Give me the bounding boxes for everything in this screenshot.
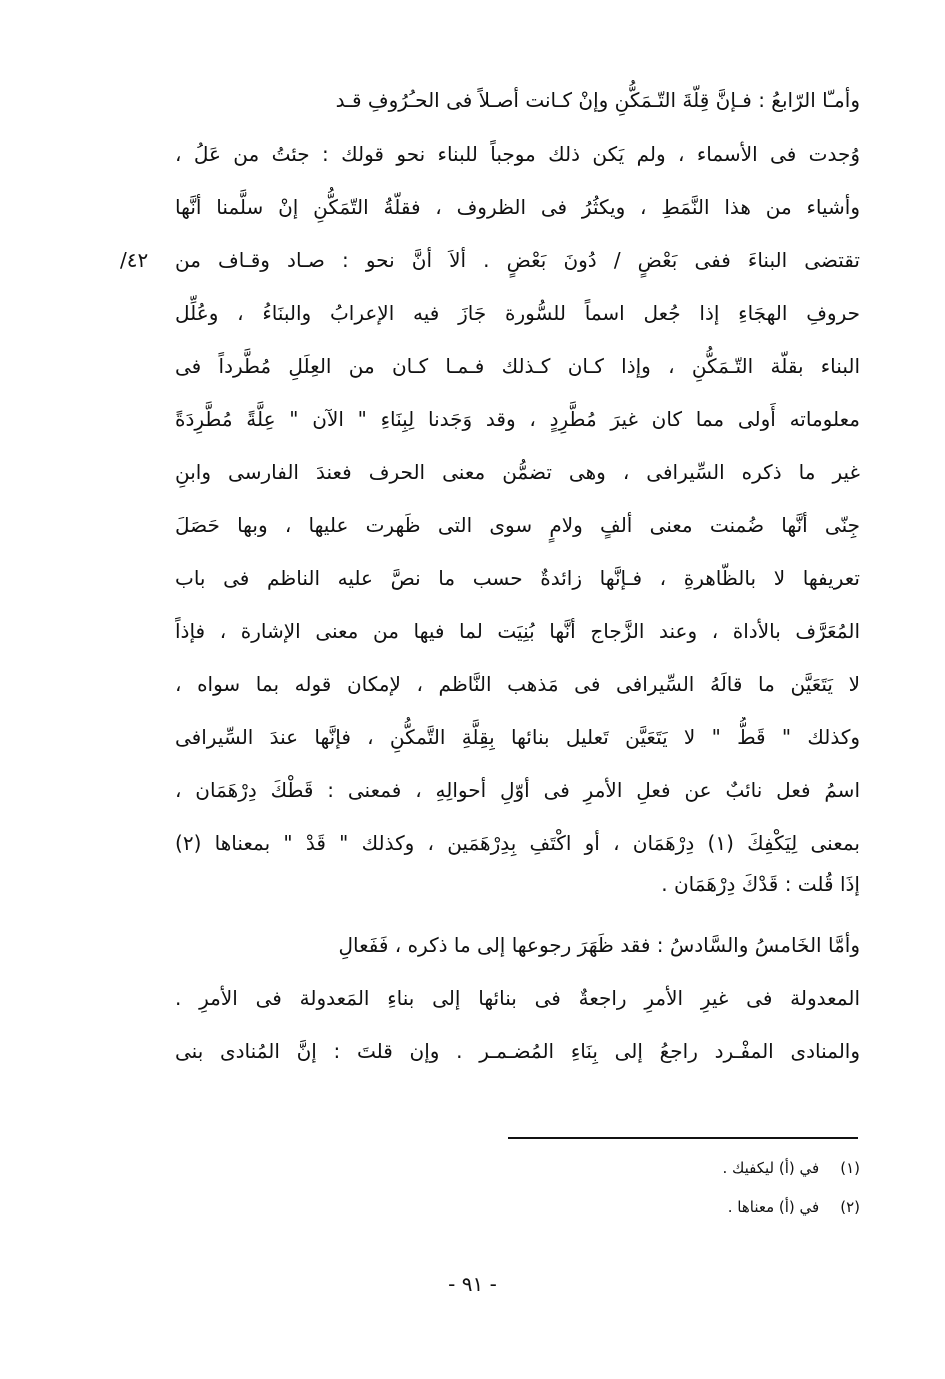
footnote-separator <box>508 1137 858 1139</box>
text-line: اسمُ فعل نائبٌ عن فعلِ الأمرِ فى أوّلِ أحوالِهِ ، فمعنى : قَطْكَ دِرْهَمَان ، <box>175 778 860 802</box>
text-line: المُعَرَّف بالأداة ، وعند الزَّجاج أنَّها بُنِيَت لما فيها من معنى الإشارة ، فإذاً <box>175 619 860 643</box>
text-line: المعدولة فى غيرِ الأمرِ راجعةٌ فى بنائها إلى بناءِ المَعدولة فى الأمرِ . <box>175 986 860 1010</box>
text-line: بمعنى لِيَكْفِكَ (١) دِرْهَمَان ، أو اكْتَفِ بِدِرْهَمَين ، وكذلك " قَدْ " بمعناها (٢) <box>175 831 860 855</box>
text-line: وُجدت فى الأسماء ، ولم يَكن ذلك موجباً للبناء نحو قولك : جئتُ من عَلُ ، <box>175 142 860 166</box>
page-number: - ٩١ - <box>448 1272 497 1296</box>
text-line: جِنّى أنَّها ضُمنت معنى ألفٍ ولامٍ سوى التى ظَهرت عليها ، وبها حَصَلَ <box>175 513 860 537</box>
text-line: حروفِ الهجَاءِ إذا جُعل اسماً للسُّورة جَازَ فيه الإعرابُ والبنَاءُ ، وعُلِّل <box>175 301 860 325</box>
text-line: وكذلك " قَطُّ " لا يَتَعَيَّن تَعليل بنائها بِقِلَّةِ التَّمكُّنِ ، فإنَّها عندَ السِّيرافى <box>175 725 860 749</box>
text-line: لا يَتَعَيَّن ما قالَهُ السِّيرافى فى مَذهب النَّاظم ، لإمكان قوله بما سواه ، <box>175 672 860 696</box>
text-line: غير ما ذكره السِّيرافى ، وهى تضمُّن معنى الحرف فعندَ الفارسى وابنِ <box>175 460 860 484</box>
footnote <box>450 1156 860 1180</box>
footnote-text: في (أ) معناها . <box>727 1198 820 1216</box>
text-line: إذَا قُلت : قَدْكَ دِرْهَمَان . <box>661 872 860 896</box>
text-line: وأمَّا الخَامسُ والسَّادسُ : فقد ظَهَرَ رجوعها إلى ما ذكره ، فَفَعالِ <box>338 933 860 957</box>
text-line: تقتضى البناءَ ففى بَعْضٍ / دُونَ بَعْضٍ . ألاَ أنَّ نحو : صـاد وقـاف من <box>175 248 860 272</box>
margin-page-reference: ٤٢/ <box>120 248 149 272</box>
text-line: وأمـّا الرّابعُ : فـإنَّ قِلّةَ التّـمَكُّنِ وإنْ كـانت أصـلاً فى الحـُرُوفِ قـد <box>335 88 860 112</box>
text-line: البناء بقلّة التّـمَكُّنِ ، وإذا كـان كـذلك فـمـا كـان من العِلَلِ مُطَّرداً فى <box>175 354 860 378</box>
text-line: تعريفها لا بالظّاهرةِ ، فـإنَّها زائدةٌ حسب ما نصَّ عليه الناظم فى باب <box>175 566 860 590</box>
footnote-number: (١) <box>840 1159 860 1177</box>
footnote-text: في (أ) ليكفيك . <box>722 1159 820 1177</box>
footnote-number: (٢) <box>840 1198 860 1216</box>
text-line: وأشياء من هذا النَّمَطِ ، ويكثُرُ فى الظروف ، فقلّةُ التّمَكُّنِ إنْ سلَّمنا أنَّها <box>175 195 860 219</box>
text-line: والمنادى المفْـرد راجعُ إلى بِنَاءِ المُضـمـر . وإن قلتَ : إنَّ المُنادى بنى <box>175 1039 860 1063</box>
footnote <box>450 1195 860 1219</box>
text-line: معلوماته أَولى مما كان غيرَ مُطَّرِدٍ ، وقد وَجَدنا لِبِنَاءِ " الآن " عِلَّةً مُطَّرِدَةً <box>175 407 860 431</box>
